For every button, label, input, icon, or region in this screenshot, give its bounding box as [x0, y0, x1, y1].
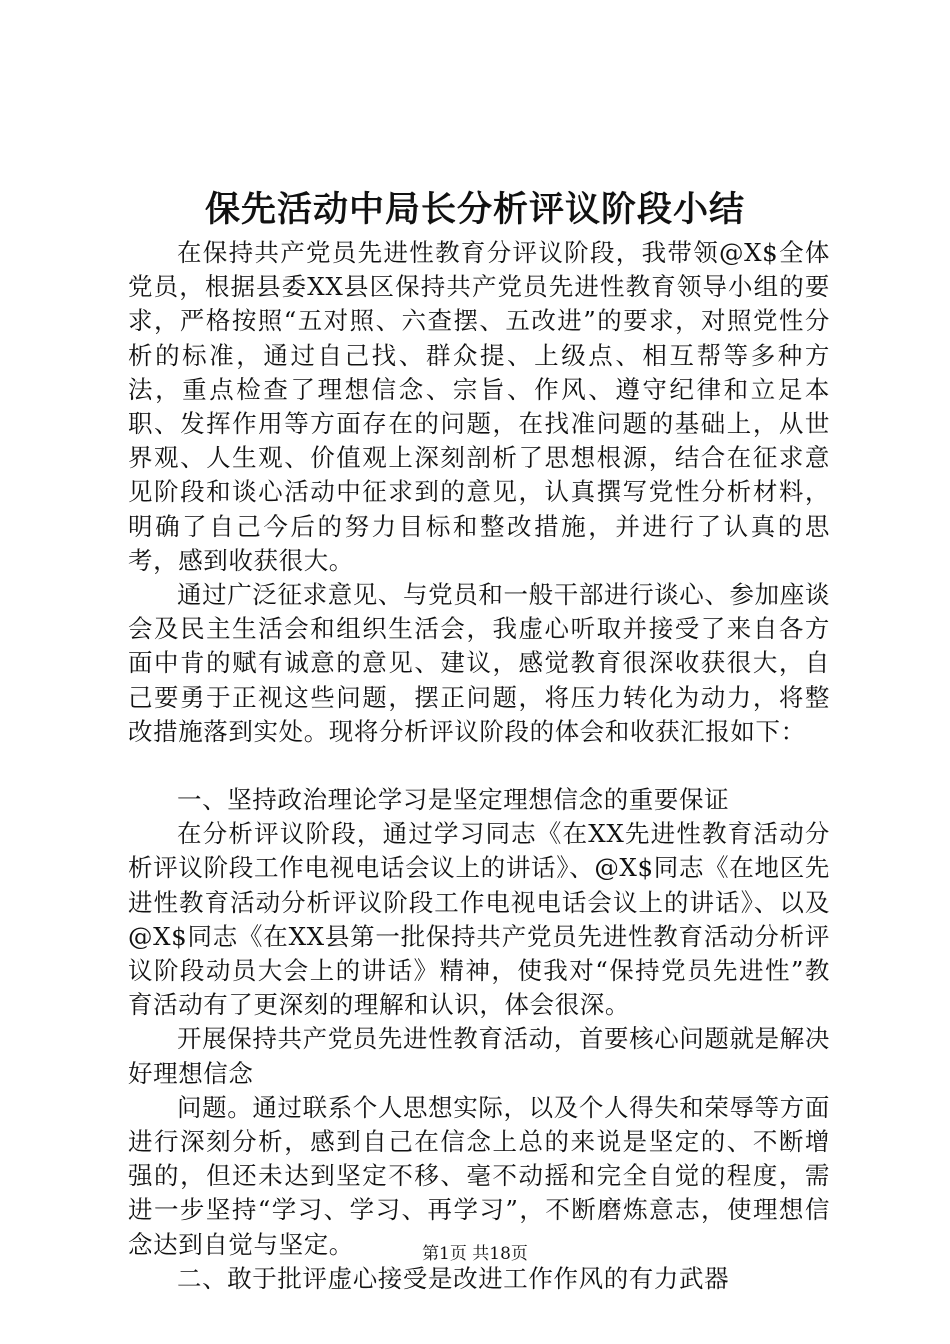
paragraph-intro: 在保持共产党员先进性教育分评议阶段，我带领@X$全体党员，根据县委XX县区保持共产党员先进性教育领导小组的要求，严格按照“五对照、六查摆、五改进”的要求，对照党性分析的标准，通过自己找、群众提、上级点、相互帮等多种方法，重点检查了理想信念、宗旨、作风、遵守纪律和立足本职、发挥作用等方面存在的问题，在找准问题的基础上，从世界观、人生观、价值观上深刻剖析了思想根源，结合在征求意见阶段和谈心活动中征求到的意见，认真撰写党性分析材料，明确了自己今后的努力目标和整改措施，并进行了认真的思考，感到收获很大。: [128, 238, 830, 575]
paragraph-spacer: [128, 749, 830, 783]
page-footer: 第1页 共18页: [422, 1244, 528, 1264]
paragraph-core-issue: 开展保持共产党员先进性教育活动，首要核心问题就是解决好理想信念: [128, 1024, 830, 1088]
section-heading-1: 一、坚持政治理论学习是坚定理想信念的重要保证: [177, 785, 730, 815]
paragraph-study: 在分析评议阶段，通过学习同志《在XX先进性教育活动分析评议阶段工作电视电话会议上的讲话》、@X$同志《在地区先进性教育活动分析评议阶段工作电视电话会议上的讲话》、以及@X$同志《在XX县第一批保持共产党员先进性教育活动分析评议阶段动员大会上的讲话》精神，使我对“保持党员先进性”教育活动有了更深刻的理解和认识，体会很深。: [128, 819, 830, 1020]
section-heading-2: 二、敢于批评虚心接受是改进工作作风的有力武器: [177, 1263, 730, 1293]
paragraph-analysis: 问题。通过联系个人思想实际，以及个人得失和荣辱等方面进行深刻分析，感到自己在信念上总的来说是坚定的、不断增强的，但还未达到坚定不移、毫不动摇和完全自觉的程度，需进一步坚持“学习、学习、再学习”，不断磨炼意志，使理想信念达到自觉与坚定。: [128, 1092, 830, 1259]
paragraph-summary: 通过广泛征求意见、与党员和一般干部进行谈心、参加座谈会及民主生活会和组织生活会，我虚心听取并接受了来自各方面中肯的赋有诚意的意见、建议，感觉教育很深收获很大，自己要勇于正视这些问题，摆正问题，将压力转化为动力，将整改措施落到实处。现将分析评议阶段的体会和收获汇报如下：: [128, 580, 830, 746]
document-title: 保先活动中局长分析评议阶段小结: [204, 189, 745, 230]
document-body: [128, 236, 830, 1296]
